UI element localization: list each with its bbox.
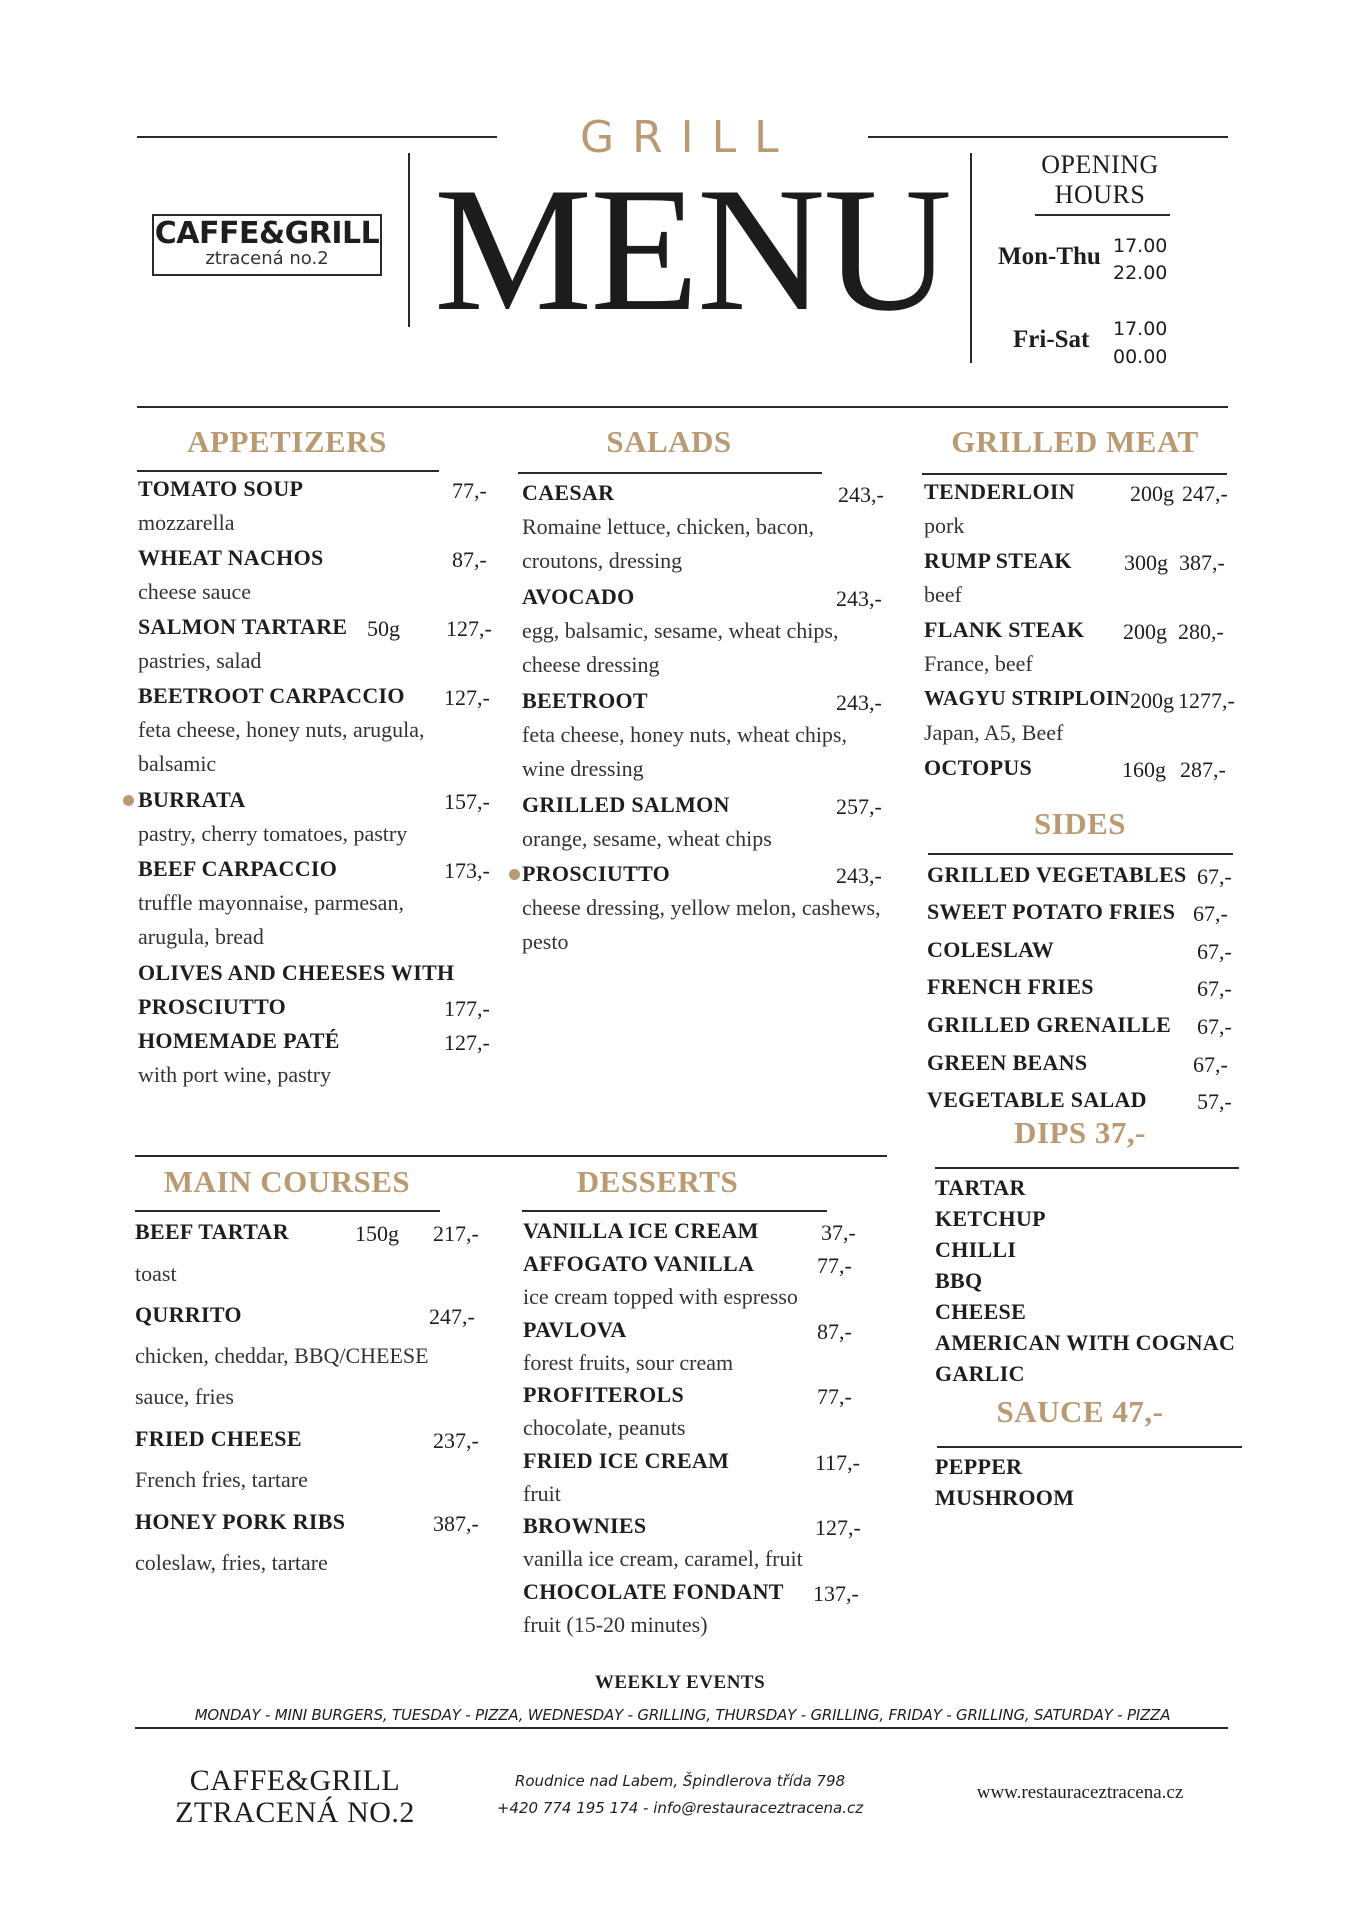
item-desc: vanilla ice cream, caramel, fruit bbox=[523, 1546, 803, 1571]
item-name: OCTOPUS bbox=[924, 755, 1033, 780]
logo-sub-text: ztracená no.2 bbox=[205, 248, 329, 269]
item-price: 287,- bbox=[1180, 757, 1226, 782]
item-desc: Japan, A5, Beef bbox=[924, 720, 1064, 745]
item-name: HONEY PORK RIBS bbox=[135, 1509, 346, 1534]
item-price: 127,- bbox=[446, 616, 492, 641]
item-name: VEGETABLE SALAD bbox=[927, 1087, 1147, 1112]
item-name: GRILLED GRENAILLE bbox=[927, 1012, 1172, 1037]
item-name: WHEAT NACHOS bbox=[138, 545, 324, 570]
item-desc: with port wine, pastry bbox=[138, 1062, 332, 1087]
item-desc: balsamic bbox=[138, 751, 217, 776]
item-price: 127,- bbox=[444, 685, 490, 710]
item-desc: wine dressing bbox=[522, 756, 644, 781]
item-name: FLANK STEAK bbox=[924, 617, 1085, 642]
item-desc: coleslaw, fries, tartare bbox=[135, 1550, 328, 1575]
hours-close-1: 22.00 bbox=[1113, 262, 1168, 284]
item-name: FRIED CHEESE bbox=[135, 1426, 302, 1451]
item-name: BEEF CARPACCIO bbox=[138, 856, 338, 881]
item-price: 177,- bbox=[444, 996, 490, 1021]
item-weight: 200g bbox=[1130, 688, 1174, 713]
item-desc: feta cheese, honey nuts, wheat chips, bbox=[522, 722, 847, 747]
item-desc: forest fruits, sour cream bbox=[523, 1350, 734, 1375]
item-name: AFFOGATO VANILLA bbox=[523, 1251, 755, 1276]
grill-heading: GRILL bbox=[580, 112, 797, 163]
item-desc: cheese dressing, yellow melon, cashews, bbox=[522, 895, 881, 920]
item-price: 243,- bbox=[836, 586, 882, 611]
item-price: 387,- bbox=[1179, 550, 1225, 575]
opening-title-line2: HOURS bbox=[1054, 180, 1146, 209]
item-desc: French fries, tartare bbox=[135, 1467, 308, 1492]
footer-contact: +420 774 195 174 - info@restauraceztracena.cz bbox=[496, 1799, 864, 1817]
item-name: BEEF TARTAR bbox=[135, 1219, 289, 1244]
item-desc: croutons, dressing bbox=[522, 548, 683, 573]
grilled-meat-title: GRILLED MEAT bbox=[951, 424, 1199, 459]
item-desc: Romaine lettuce, chicken, bacon, bbox=[522, 514, 814, 539]
item-desc: toast bbox=[135, 1261, 177, 1286]
item-desc: mozzarella bbox=[138, 510, 235, 535]
appetizers-title: APPETIZERS bbox=[187, 424, 387, 459]
item-desc: chicken, cheddar, BBQ/CHEESE bbox=[135, 1343, 429, 1368]
hours-days-2: Fri-Sat bbox=[1013, 326, 1090, 353]
item-name: QURRITO bbox=[135, 1302, 242, 1327]
item-price: 67,- bbox=[1197, 976, 1232, 1001]
dip-item: KETCHUP bbox=[935, 1206, 1046, 1231]
item-desc: pastries, salad bbox=[138, 648, 262, 673]
item-price: 387,- bbox=[433, 1511, 479, 1536]
dips-title: DIPS 37,- bbox=[1014, 1115, 1146, 1150]
item-price: 37,- bbox=[821, 1220, 856, 1245]
item-price: 77,- bbox=[817, 1253, 852, 1278]
item-price: 243,- bbox=[836, 863, 882, 888]
item-price: 77,- bbox=[817, 1384, 852, 1409]
item-price: 67,- bbox=[1197, 864, 1232, 889]
item-name: PROSCIUTTO bbox=[522, 861, 671, 886]
dip-item: CHILLI bbox=[935, 1237, 1017, 1262]
item-weight: 200g bbox=[1123, 619, 1167, 644]
item-name: PROSCIUTTO bbox=[138, 994, 287, 1019]
weekly-events-title: WEEKLY EVENTS bbox=[594, 1672, 766, 1693]
item-price: 67,- bbox=[1197, 939, 1232, 964]
menu-title: MENU bbox=[433, 150, 951, 348]
item-desc: pork bbox=[924, 513, 965, 538]
item-price: 247,- bbox=[1182, 481, 1228, 506]
footer-brand-line1: CAFFE&GRILL bbox=[189, 1764, 401, 1797]
item-desc: orange, sesame, wheat chips bbox=[522, 826, 772, 851]
item-name: AVOCADO bbox=[522, 584, 635, 609]
opening-title-line1: OPENING bbox=[1041, 150, 1159, 179]
item-weight: 200g bbox=[1130, 481, 1174, 506]
item-name: SWEET POTATO FRIES bbox=[927, 899, 1176, 924]
item-name: BEETROOT bbox=[522, 688, 648, 713]
footer-website[interactable]: www.restauraceztracena.cz bbox=[976, 1782, 1184, 1803]
item-price: 1277,- bbox=[1178, 688, 1235, 713]
dip-item: CHEESE bbox=[935, 1299, 1027, 1324]
item-name: WAGYU STRIPLOIN bbox=[924, 686, 1130, 710]
item-desc: cheese sauce bbox=[138, 579, 251, 604]
item-name: SALMON TARTARE bbox=[138, 614, 348, 639]
dip-item: TARTAR bbox=[935, 1175, 1026, 1200]
item-name: OLIVES AND CHEESES WITH bbox=[138, 960, 455, 985]
item-name: CHOCOLATE FONDANT bbox=[523, 1579, 784, 1604]
main-courses-title: MAIN COURSES bbox=[163, 1164, 411, 1199]
footer-brand-line2: ZTRACENÁ NO.2 bbox=[175, 1796, 415, 1829]
item-name: GRILLED VEGETABLES bbox=[927, 862, 1187, 887]
salads-title: SALADS bbox=[606, 424, 732, 459]
item-desc: pesto bbox=[522, 929, 569, 954]
footer-address: Roudnice nad Labem, Špindlerova třída 798 bbox=[514, 1772, 846, 1790]
item-price: 87,- bbox=[817, 1319, 852, 1344]
item-price: 243,- bbox=[838, 482, 884, 507]
footer-brand bbox=[150, 1765, 440, 1829]
item-weight: 160g bbox=[1122, 757, 1166, 782]
item-price: 127,- bbox=[815, 1515, 861, 1540]
item-price: 87,- bbox=[452, 547, 487, 572]
item-price: 257,- bbox=[836, 794, 882, 819]
item-price: 157,- bbox=[444, 789, 490, 814]
item-desc: arugula, bread bbox=[138, 924, 264, 949]
item-price: 67,- bbox=[1193, 1052, 1228, 1077]
item-desc: cheese dressing bbox=[522, 652, 660, 677]
dip-item: AMERICAN WITH COGNAC bbox=[935, 1330, 1236, 1355]
item-price: 217,- bbox=[433, 1221, 479, 1246]
logo-main-text: CAFFE&GRILL bbox=[154, 216, 380, 251]
item-name: GREEN BEANS bbox=[927, 1050, 1088, 1075]
logo bbox=[152, 214, 382, 276]
item-name: CAESAR bbox=[522, 480, 615, 505]
item-name: PAVLOVA bbox=[523, 1317, 627, 1342]
item-name: PROFITEROLS bbox=[523, 1382, 684, 1407]
highlight-dot bbox=[509, 869, 520, 880]
weekly-events-text: MONDAY - MINI BURGERS, TUESDAY - PIZZA, WEDNESDAY - GRILLING, THURSDAY - GRILLING, FRIDAY - GRILLING, SATURDAY - PIZZA bbox=[194, 1706, 1171, 1724]
item-desc: pastry, cherry tomatoes, pastry bbox=[138, 821, 408, 846]
sauce-item: MUSHROOM bbox=[935, 1485, 1075, 1510]
item-name: RUMP STEAK bbox=[924, 548, 1072, 573]
item-weight: 50g bbox=[367, 616, 400, 641]
hours-close-2: 00.00 bbox=[1113, 346, 1168, 368]
sides-title: SIDES bbox=[1033, 806, 1127, 841]
item-name: TOMATO SOUP bbox=[138, 476, 304, 501]
item-name: VANILLA ICE CREAM bbox=[523, 1218, 759, 1243]
item-name: BROWNIES bbox=[523, 1513, 647, 1538]
item-desc: chocolate, peanuts bbox=[523, 1415, 686, 1440]
item-desc: beef bbox=[924, 582, 962, 607]
item-name: HOMEMADE PATÉ bbox=[138, 1028, 340, 1053]
hours-open-1: 17.00 bbox=[1113, 235, 1168, 257]
opening-hours bbox=[985, 150, 1215, 370]
item-name: COLESLAW bbox=[927, 937, 1055, 962]
item-price: 67,- bbox=[1193, 901, 1228, 926]
item-price: 280,- bbox=[1178, 619, 1224, 644]
item-desc: fruit (15-20 minutes) bbox=[523, 1612, 708, 1637]
item-desc: France, beef bbox=[924, 651, 1033, 676]
item-desc: truffle mayonnaise, parmesan, bbox=[138, 890, 404, 915]
hours-open-2: 17.00 bbox=[1113, 318, 1168, 340]
sauce-item: PEPPER bbox=[935, 1454, 1023, 1479]
item-name: FRIED ICE CREAM bbox=[523, 1448, 730, 1473]
item-name: TENDERLOIN bbox=[924, 479, 1075, 504]
item-weight: 300g bbox=[1124, 550, 1168, 575]
item-price: 57,- bbox=[1197, 1089, 1232, 1114]
opening-hours-title bbox=[985, 150, 1215, 210]
item-desc: ice cream topped with espresso bbox=[523, 1284, 798, 1309]
item-name: GRILLED SALMON bbox=[522, 792, 730, 817]
item-desc: fruit bbox=[523, 1481, 561, 1506]
dip-item: GARLIC bbox=[935, 1361, 1025, 1386]
highlight-dot bbox=[123, 795, 134, 806]
item-name: BURRATA bbox=[138, 787, 246, 812]
item-price: 173,- bbox=[444, 858, 490, 883]
item-price: 137,- bbox=[813, 1581, 859, 1606]
item-price: 77,- bbox=[452, 478, 487, 503]
item-desc: feta cheese, honey nuts, arugula, bbox=[138, 717, 425, 742]
item-desc: sauce, fries bbox=[135, 1384, 234, 1409]
item-desc: egg, balsamic, sesame, wheat chips, bbox=[522, 618, 839, 643]
item-name: BEETROOT CARPACCIO bbox=[138, 683, 405, 708]
item-price: 127,- bbox=[444, 1030, 490, 1055]
dip-item: BBQ bbox=[935, 1268, 983, 1293]
hours-days-1: Mon-Thu bbox=[998, 243, 1101, 270]
item-price: 243,- bbox=[836, 690, 882, 715]
item-price: 117,- bbox=[815, 1450, 861, 1475]
item-price: 247,- bbox=[429, 1304, 475, 1329]
item-price: 237,- bbox=[433, 1428, 479, 1453]
desserts-title: DESSERTS bbox=[576, 1164, 739, 1199]
item-weight: 150g bbox=[355, 1221, 399, 1246]
sauce-title: SAUCE 47,- bbox=[996, 1394, 1164, 1429]
item-price: 67,- bbox=[1197, 1014, 1232, 1039]
item-name: FRENCH FRIES bbox=[927, 974, 1094, 999]
